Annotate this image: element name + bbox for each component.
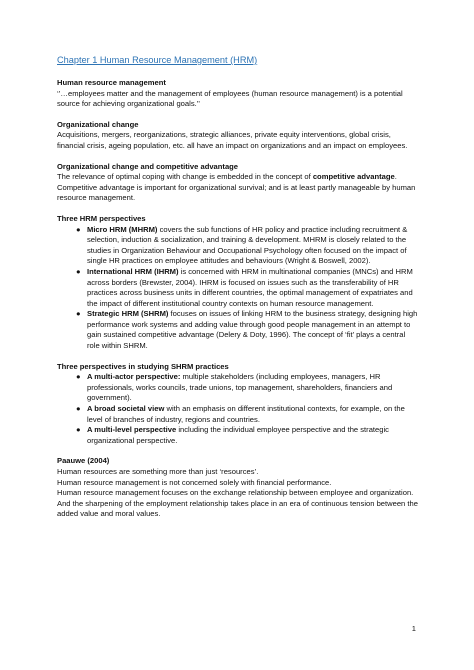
- section-three-hrm-perspectives: [57, 214, 418, 352]
- paauwe-line: Human resource management is not concerned solely with financial performance.: [57, 477, 332, 487]
- list-item-term: Micro HRM (MHRM): [87, 224, 158, 234]
- text-run: The relevance of optimal coping with change is embedded in the concept of: [57, 172, 313, 182]
- bullet-icon: ●: [76, 425, 81, 435]
- hrm-perspectives-list: [57, 225, 418, 352]
- list-item: [76, 224, 418, 267]
- list-item-text: is concerned with HRM in multinational companies (MNCs) and HRM across borders (Brewster, 2004). IHRM is focused on issues such as the transferability of HR practices across business units in different countries, the optimal management of expatriates and the impact of different institutional country contexts on human resource management.: [87, 266, 413, 308]
- list-item-text: focuses on issues of linking HRM to the business strategy, designing high performance work systems and adding value through good people management in an attempt to gain sustained competitive advantage (Delery & Doty, 1996). The concept of ‘fit’ plays a central role within SHRM.: [87, 309, 418, 351]
- section-heading: Paauwe (2004): [57, 456, 110, 466]
- section-organizational-change: [57, 120, 418, 152]
- list-item-term: A multi-level perspective: [87, 425, 177, 435]
- list-item: [76, 404, 418, 425]
- section-three-shrm-perspectives: [57, 362, 418, 447]
- list-item-text: multiple stakeholders (including employees, managers, HR professionals, works councils, trade unions, top management, shareholders, financiers and government).: [87, 372, 393, 403]
- list-item-term: International HRM (IHRM): [87, 266, 179, 276]
- paauwe-line: Human resource management focuses on the exchange relationship between employee and organization.: [57, 488, 414, 498]
- section-text: [57, 172, 418, 204]
- paauwe-line: Human resources are something more than just ‘resources’.: [57, 467, 259, 476]
- list-item-text: covers the sub functions of HR policy and practice including recruitment & selection, induction & socialization, and training & development. MHRM is closely related to the studies in Organization Behaviour and Occupational Psychology often focused on the impact of single HR practices on employee attitudes and behaviours (Wright & Boswell, 2002).: [87, 224, 408, 266]
- section-heading: Organizational change and competitive advantage: [57, 161, 239, 171]
- section-text: Acquisitions, mergers, reorganizations, strategic alliances, private equity interventions, global crisis, financial crisis, ageing population, etc. all have an impact on organizations and an impact on employees.: [57, 130, 408, 150]
- bullet-icon: ●: [76, 224, 81, 234]
- list-item: [76, 309, 418, 351]
- section-competitive-advantage: [57, 162, 418, 204]
- list-item-term: A multi-actor perspective:: [87, 372, 181, 382]
- section-heading: Three HRM perspectives: [57, 213, 146, 223]
- bullet-icon: ●: [76, 309, 81, 319]
- section-text: ‘’…employees matter and the management of employees (human resource management) is a potential source for achieving organizational goals.’’: [57, 88, 403, 109]
- competitive-advantage-term: competitive advantage: [312, 172, 395, 182]
- list-item: [76, 372, 418, 404]
- list-item-text: including the individual employee perspective and the strategic organizational perspective.: [87, 425, 389, 445]
- list-item: [76, 425, 418, 446]
- section-heading: Human resource management: [57, 78, 166, 87]
- list-item: [76, 266, 418, 309]
- list-item-term: Strategic HRM (SHRM): [87, 309, 169, 319]
- bullet-icon: ●: [76, 404, 81, 414]
- bullet-icon: ●: [76, 372, 81, 382]
- list-item-term: A broad societal view: [87, 404, 165, 414]
- section-heading: Three perspectives in studying SHRM practices: [57, 361, 229, 371]
- shrm-perspectives-list: [57, 372, 418, 446]
- document-title[interactable]: Chapter 1 Human Resource Management (HRM): [57, 55, 258, 65]
- section-heading: Organizational change: [57, 119, 139, 129]
- paauwe-line: And the sharpening of the employment relationship takes place in an era of continuous tension between the added value and moral values.: [57, 498, 418, 519]
- page-number: 1: [411, 624, 416, 633]
- section-hrm: [57, 78, 418, 110]
- text-run: . Competitive advantage is important for organizational survival; and is at least partly manageable by human resource management.: [57, 172, 416, 203]
- section-paauwe: [57, 456, 418, 520]
- list-item-text: with an emphasis on different institutional contexts, for example, on the level of branches of industry, regions and countries.: [87, 404, 405, 424]
- bullet-icon: ●: [76, 266, 81, 276]
